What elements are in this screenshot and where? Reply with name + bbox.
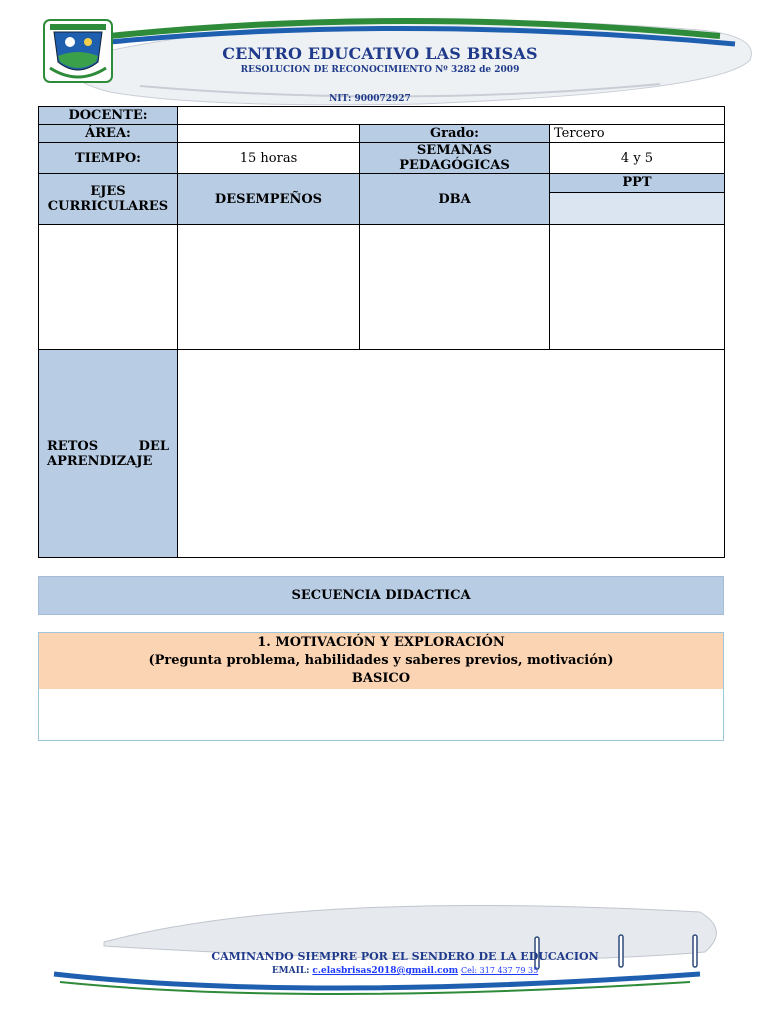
docente-label: DOCENTE:	[39, 107, 178, 125]
retos-aprendizaje-field[interactable]	[178, 350, 725, 558]
nit-number: NIT: 900072927	[329, 94, 411, 104]
ejes-curriculares-field[interactable]	[39, 225, 178, 350]
motivacion-header	[39, 633, 723, 689]
desempenos-header: DESEMPEÑOS	[178, 174, 360, 225]
dba-header: DBA	[360, 174, 550, 225]
row-retos	[39, 350, 725, 558]
motivacion-subtitle: (Pregunta problema, habilidades y saberes previos, motivación)	[148, 653, 614, 668]
footer-contact	[180, 966, 630, 976]
tiempo-field[interactable]: 15 horas	[178, 143, 360, 174]
secuencia-didactica-title: SECUENCIA DIDACTICA	[38, 576, 724, 615]
ppt-field[interactable]	[550, 225, 725, 350]
email-label: EMAIL:	[271, 966, 310, 976]
motivacion-section	[38, 632, 724, 741]
retos-aprendizaje-label: RETOS DEL APRENDIZAJE	[39, 350, 178, 558]
motivacion-content-field[interactable]	[39, 689, 723, 739]
row-docente	[39, 107, 725, 125]
desempenos-field[interactable]	[178, 225, 360, 350]
lesson-plan-table	[38, 106, 725, 558]
tiempo-label: TIEMPO:	[39, 143, 178, 174]
row-area	[39, 125, 725, 143]
semanas-field[interactable]: 4 y 5	[550, 143, 725, 174]
binder-ring-icon	[690, 933, 700, 969]
grado-label: Grado:	[360, 125, 550, 143]
semanas-label: SEMANAS PEDAGÓGICAS	[360, 143, 550, 174]
area-label: ÁREA:	[39, 125, 178, 143]
motivacion-title: 1. MOTIVACIÓN Y EXPLORACIÓN	[257, 635, 505, 650]
footer-motto: CAMINANDO SIEMPRE POR EL SENDERO DE LA EDUCACION	[211, 950, 599, 963]
ppt-subfield[interactable]	[550, 193, 724, 224]
area-field[interactable]	[178, 125, 360, 143]
ppt-header: PPT	[550, 174, 724, 193]
phone-number[interactable]: Cel: 317 437 79 35	[460, 966, 539, 975]
motivacion-level: BASICO	[351, 671, 411, 686]
grado-field[interactable]: Tercero	[550, 125, 725, 143]
row-column-headers	[39, 174, 725, 225]
ejes-curriculares-header: EJES CURRICULARES	[39, 174, 178, 225]
row-tiempo	[39, 143, 725, 174]
dba-field[interactable]	[360, 225, 550, 350]
docente-field[interactable]	[178, 107, 725, 125]
email-link[interactable]: c.elasbrisas2018@gmail.com	[312, 966, 459, 976]
ppt-header-cell	[550, 174, 725, 225]
school-crest-logo	[42, 18, 114, 84]
row-content	[39, 225, 725, 350]
school-name: CENTRO EDUCATIVO LAS BRISAS	[222, 44, 538, 63]
resolution-number: RESOLUCION DE RECONOCIMIENTO Nº 3282 de 2009	[240, 65, 520, 75]
